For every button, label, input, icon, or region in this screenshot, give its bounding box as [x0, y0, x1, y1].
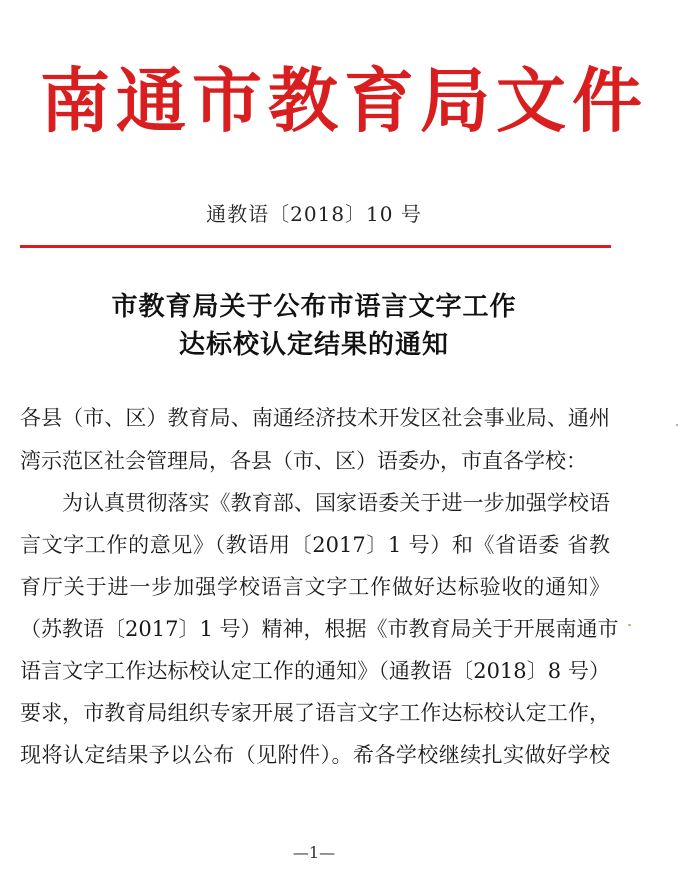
document-number: 通教语〔2018〕10 号 [206, 202, 422, 226]
scan-speck [676, 424, 678, 426]
body-paragraph-line: 言文字工作的意见》（教语用〔2017〕1 号）和《省语委 省教 [20, 533, 610, 557]
scan-speck [628, 624, 631, 626]
issuer-masthead: 南通市教育局文件 [40, 59, 648, 142]
body-paragraph-line: （苏教语〔2017〕1 号）精神，根据《市教育局关于开展南通市 [20, 617, 619, 641]
document-title-line-2: 达标校认定结果的通知 [178, 330, 449, 360]
body-paragraph-line: 要求，市教育局组织专家开展了语言文字工作达标校认定工作， [20, 701, 610, 725]
addressee-line-2: 湾示范区社会管理局，各县（市、区）语委办，市直各学校： [20, 449, 587, 473]
page-number: —1— [292, 843, 336, 862]
body-paragraph-line: 语言文字工作达标校认定工作的通知》（通教语〔2018〕8 号） [20, 659, 610, 683]
red-divider-line [20, 245, 611, 248]
addressee-line-1: 各县（市、区）教育局、南通经济技术开发区社会事业局、通州 [20, 406, 610, 430]
body-paragraph-line: 育厅关于进一步加强学校语言文字工作做好达标验收的通知》 [20, 575, 610, 599]
document-title-line-1: 市教育局关于公布市语言文字工作 [111, 292, 517, 322]
body-paragraph-line: 为认真贯彻落实《教育部、国家语委关于进一步加强学校语 [62, 491, 610, 515]
body-paragraph-line: 现将认定结果予以公布（见附件）。希各学校继续扎实做好学校 [20, 743, 610, 767]
